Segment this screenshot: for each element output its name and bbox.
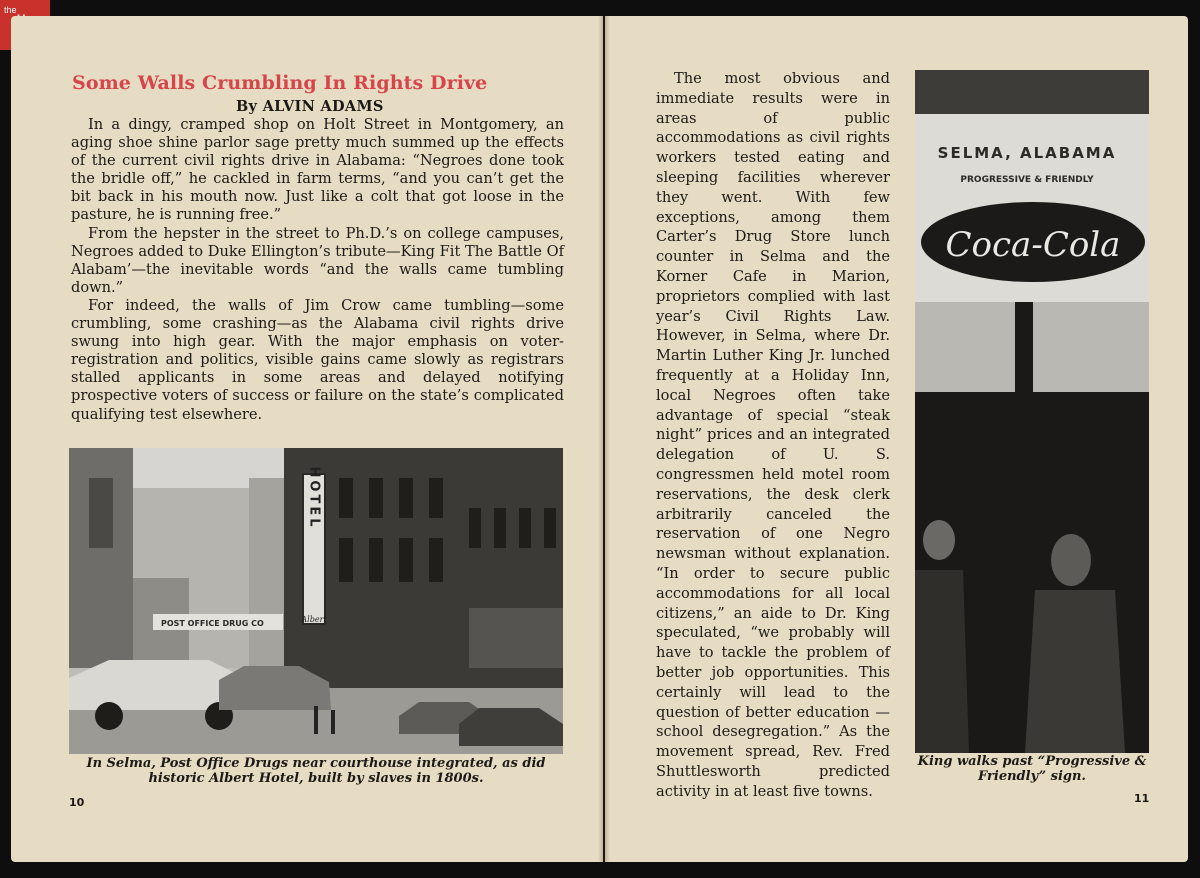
page-number-right: 11 [1134,792,1150,805]
right-article-body [656,69,890,801]
logo-text-the: the [4,5,17,15]
paragraph-2: From the hepster in the street to Ph.D.’s on college campuses, Negroes added to Duke Ellington’s tribute—King Fit The Battle Of Alabam’—the inevitable words “and the walls came tumbling down.” [71,224,564,296]
sign-progressive-friendly: PROGRESSIVE & FRIENDLY [960,175,1094,185]
paragraph-4: The most obvious and immediate results were in areas of public accommodations as civil rights workers tested eating and sleeping facilities wherever they went. With few exceptions, among them Carter’s Drug Store lunch counter in Selma and the Korner Cafe in Marion, proprietors complied with last year’s Civil Rights Law. However, in Selma, where Dr. Martin Luther King Jr. lunched frequently at a Holiday Inn, local Negroes often take advantage of special “steak night” prices and an integrated delegation of U. S. congressmen held motel room reservations, the desk clerk arbitrarily canceled the reservation of one Negro newsman without explanation. “In order to secure public accommodations for all local citizens,” an aide to Dr. King speculated, “we probably will have to tackle the problem of better job opportunities. This certainly will lead to the question of better education — school desegregation.” As the movement spread, Rev. Fred Shuttlesworth predicted activity in at least five towns. [656,70,890,800]
sign-selma-alabama: SELMA, ALABAMA [937,144,1117,162]
selma-street-photo-art [69,448,563,754]
article-title: Some Walls Crumbling In Rights Drive [72,72,488,94]
hotel-sign: HOTEL [306,466,322,530]
paragraph-3: For indeed, the walls of Jim Crow came tumbling—some crumbling, some crashing—as the Alabama civil rights drive swung into high gear. With the major emphasis on voter-registration and politics, visible gains came slowly as registrars stalled applicants in some areas and delayed notifying prospective voters of success or failure on the state’s complicated qualifying test elsewhere. [71,296,564,423]
king-sign-photo [915,70,1149,753]
drug-store-sign: POST OFFICE DRUG CO [161,619,264,628]
left-photo-caption: In Selma, Post Office Drugs near courthouse integrated, as did historic Albert Hotel, built by slaves in 1800s. [86,756,546,786]
left-article-body [71,116,564,424]
selma-street-photo [69,448,563,754]
albert-sign: Albert [301,615,327,624]
king-sign-photo-art [915,70,1149,753]
page-number-left: 10 [69,796,85,809]
coca-cola-logo: Coca-Cola [945,225,1121,265]
right-photo-caption: King walks past “Progressive & Friendly” sign. [917,754,1147,784]
article-byline: By ALVIN ADAMS [236,98,384,115]
page-gutter [598,16,610,862]
paragraph-1: In a dingy, cramped shop on Holt Street in Montgomery, an aging shoe shine parlor sage pretty much summed up the effects of the current civil rights drive in Alabama: “Negroes done took the bridle off,” he cackled in farm terms, “and you can’t get the bit back in his mouth now. Just like a colt that got loose in the pasture, he is running free.” [71,116,564,224]
